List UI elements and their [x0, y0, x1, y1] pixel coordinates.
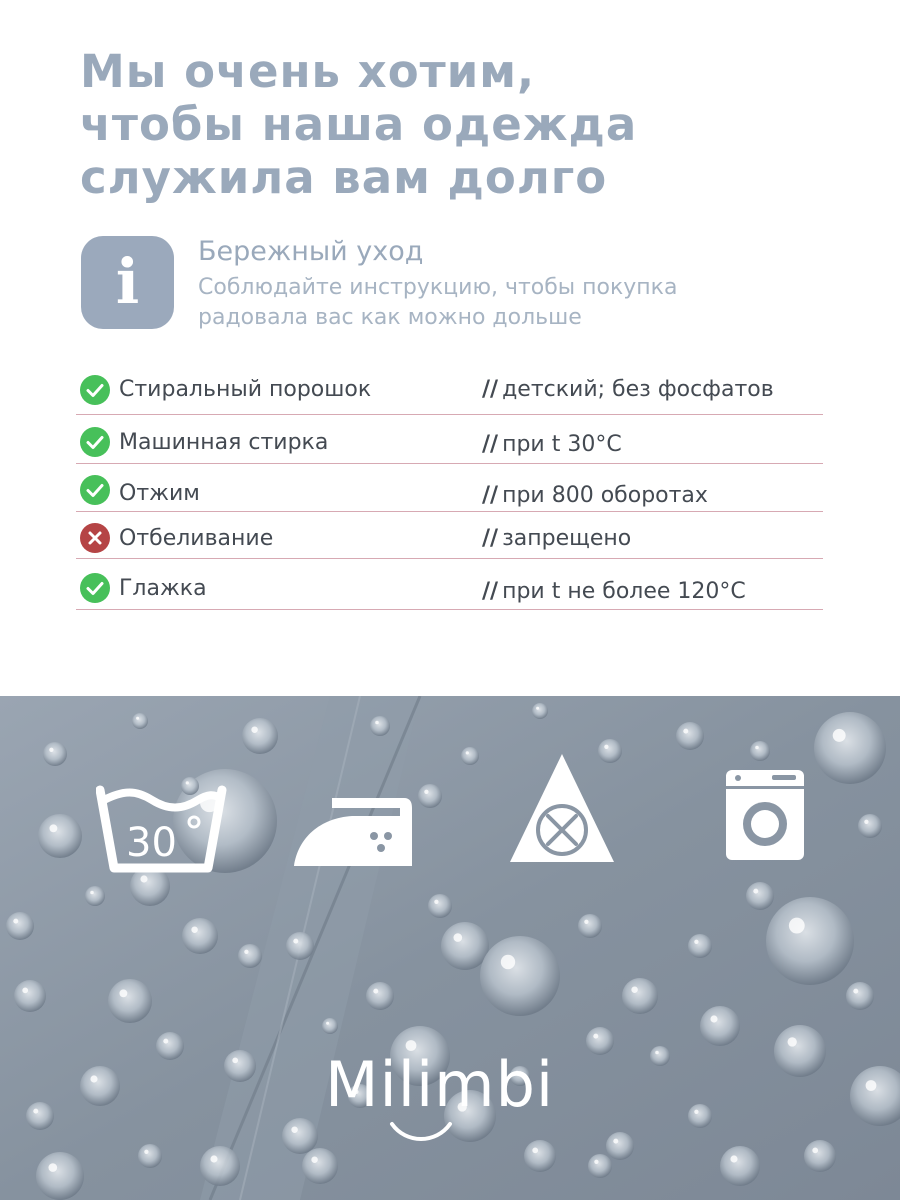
care-row	[76, 559, 823, 610]
water-drop	[746, 882, 774, 910]
water-drop-highlight	[434, 900, 438, 904]
water-drop	[26, 1102, 54, 1130]
brand-smile-icon	[386, 1118, 456, 1148]
water-drop-highlight	[144, 1150, 148, 1154]
water-drop	[36, 1152, 84, 1200]
water-drop-highlight	[532, 1148, 538, 1154]
care-row-value-text: запрещено	[502, 526, 632, 551]
water-drop	[532, 703, 548, 719]
care-row-value	[482, 578, 746, 606]
water-drop-highlight	[604, 745, 608, 749]
water-drop-highlight	[812, 1148, 818, 1154]
water-drop-highlight	[49, 748, 53, 752]
brand-logo: Milimbi	[325, 1048, 555, 1121]
water-drop	[858, 814, 882, 838]
water-drop-highlight	[501, 955, 515, 969]
water-drop	[238, 944, 262, 968]
value-prefix: //	[482, 377, 499, 402]
water-drop	[606, 1132, 634, 1160]
water-drop-highlight	[864, 820, 868, 824]
water-drop-highlight	[613, 1139, 618, 1144]
care-row-value	[482, 431, 622, 459]
care-row-value	[482, 525, 631, 553]
water-drop-highlight	[33, 1109, 38, 1114]
water-drop	[578, 914, 602, 938]
care-subtitle	[198, 273, 677, 333]
water-drop	[650, 1046, 670, 1066]
care-row-value	[482, 376, 774, 404]
water-drop	[322, 1018, 338, 1034]
water-drop	[85, 886, 105, 906]
value-prefix: //	[482, 483, 499, 508]
water-drop	[586, 1027, 614, 1055]
care-row-label: Стиральный порошок	[119, 377, 372, 402]
care-row	[76, 512, 823, 559]
care-row-value	[482, 482, 708, 510]
care-row	[76, 370, 823, 415]
care-row-value-text: детский; без фосфатов	[502, 377, 774, 402]
water-drop-highlight	[136, 717, 139, 720]
water-drop	[688, 934, 712, 958]
water-drop-highlight	[140, 875, 147, 882]
care-title: Бережный уход	[198, 236, 424, 267]
check-icon	[80, 573, 110, 603]
water-drop-highlight	[694, 1110, 698, 1114]
water-drop	[132, 713, 148, 729]
water-drop-highlight	[373, 989, 378, 994]
washing-machine-icon	[724, 768, 806, 862]
info-icon	[81, 236, 174, 329]
water-drop	[676, 722, 704, 750]
water-drop-highlight	[210, 1155, 217, 1162]
water-drop	[588, 1154, 612, 1178]
water-drop-highlight	[593, 1034, 598, 1039]
care-row-label: Отжим	[119, 481, 200, 506]
water-drop	[700, 1006, 740, 1046]
water-drop	[224, 1050, 256, 1082]
headline-line-2: чтобы наша одежда	[80, 98, 638, 151]
water-drop-highlight	[191, 926, 197, 932]
care-row-label: Машинная стирка	[119, 430, 329, 455]
care-row-value-text: при 800 оборотах	[502, 483, 708, 508]
water-drop-highlight	[375, 721, 379, 725]
check-icon	[80, 475, 110, 505]
water-drop-highlight	[119, 989, 127, 997]
water-drop	[622, 978, 658, 1014]
water-drop-highlight	[853, 989, 858, 994]
check-icon	[80, 375, 110, 405]
care-row	[76, 464, 823, 512]
water-drop	[6, 912, 34, 940]
water-drop-highlight	[90, 891, 94, 895]
water-drop-highlight	[833, 729, 846, 742]
water-drop	[14, 980, 46, 1012]
care-row-label: Отбеливание	[119, 526, 274, 551]
water-drop-highlight	[655, 1051, 659, 1055]
water-drop-highlight	[326, 1022, 329, 1025]
water-drop-highlight	[753, 889, 758, 894]
water-drop-highlight	[251, 726, 257, 732]
water-drop	[720, 1146, 760, 1186]
value-prefix: //	[482, 526, 499, 551]
water-drop-highlight	[49, 824, 57, 832]
water-drop	[750, 741, 770, 761]
care-subtitle-line-1: Соблюдайте инструкцию, чтобы покупка	[198, 275, 678, 300]
water-drop	[80, 1066, 120, 1106]
water-drop	[282, 1118, 318, 1154]
check-icon	[80, 427, 110, 457]
water-drop-highlight	[453, 933, 462, 942]
water-drop-highlight	[683, 729, 688, 734]
water-drop	[38, 814, 82, 858]
water-drop	[242, 718, 278, 754]
water-drop-highlight	[788, 1037, 797, 1046]
water-drop-highlight	[755, 746, 759, 750]
water-drop	[370, 716, 390, 736]
water-drop	[366, 982, 394, 1010]
water-drop-highlight	[244, 950, 248, 954]
iron-icon	[292, 788, 414, 870]
row-divider	[76, 609, 823, 610]
water-drop	[428, 894, 452, 918]
water-drop-highlight	[48, 1163, 57, 1172]
water-drop-highlight	[232, 1058, 238, 1064]
water-drop-highlight	[13, 919, 18, 924]
water-drop-highlight	[631, 986, 637, 992]
water-drop	[814, 712, 886, 784]
water-drop	[461, 747, 479, 765]
headline-line-3: служила вам долго	[80, 151, 608, 204]
care-row-value-text: при t 30°С	[502, 432, 622, 457]
water-drop	[108, 979, 152, 1023]
water-drop	[182, 918, 218, 954]
water-drop	[766, 897, 854, 985]
value-prefix: //	[482, 432, 499, 457]
water-drop-highlight	[536, 707, 539, 710]
water-drop	[286, 932, 314, 960]
water-drop	[302, 1148, 338, 1184]
water-drop	[43, 742, 67, 766]
water-drop-highlight	[293, 939, 298, 944]
care-row	[76, 415, 823, 464]
water-drop-highlight	[424, 790, 428, 794]
info-icon-glyph: i	[115, 245, 140, 318]
water-drop	[846, 982, 874, 1010]
wash-temp-text: 30	[126, 820, 177, 866]
water-drop	[418, 784, 442, 808]
water-drop-highlight	[466, 751, 469, 754]
care-subtitle-line-2: радовала вас как можно дольше	[198, 305, 582, 330]
water-drop-highlight	[694, 940, 698, 944]
water-drop-highlight	[710, 1015, 717, 1022]
water-drop-highlight	[22, 988, 28, 994]
no-bleach-icon	[508, 752, 616, 864]
water-drop	[480, 936, 560, 1016]
water-drop	[804, 1140, 836, 1172]
cross-icon	[80, 523, 110, 553]
wash-30-icon	[96, 784, 228, 874]
water-drop	[524, 1140, 556, 1172]
water-drop-highlight	[594, 1160, 598, 1164]
water-drop-highlight	[291, 1126, 297, 1132]
care-row-value-text: при t не более 120°С	[502, 579, 746, 604]
value-prefix: //	[482, 579, 499, 604]
water-drop-highlight	[866, 1080, 877, 1091]
water-drop-highlight	[163, 1039, 168, 1044]
headline-line-1: Мы очень хотим,	[80, 45, 536, 98]
water-drop	[441, 922, 489, 970]
water-drop	[156, 1032, 184, 1060]
water-drop	[200, 1146, 240, 1186]
water-drop-highlight	[789, 918, 805, 934]
water-drop-highlight	[584, 920, 588, 924]
care-row-label: Глажка	[119, 576, 207, 601]
water-drop-highlight	[311, 1156, 317, 1162]
water-drop	[138, 1144, 162, 1168]
water-drop-highlight	[90, 1075, 97, 1082]
water-drop-highlight	[730, 1155, 737, 1162]
headline	[80, 45, 800, 204]
water-drop	[774, 1025, 826, 1077]
water-drop	[688, 1104, 712, 1128]
